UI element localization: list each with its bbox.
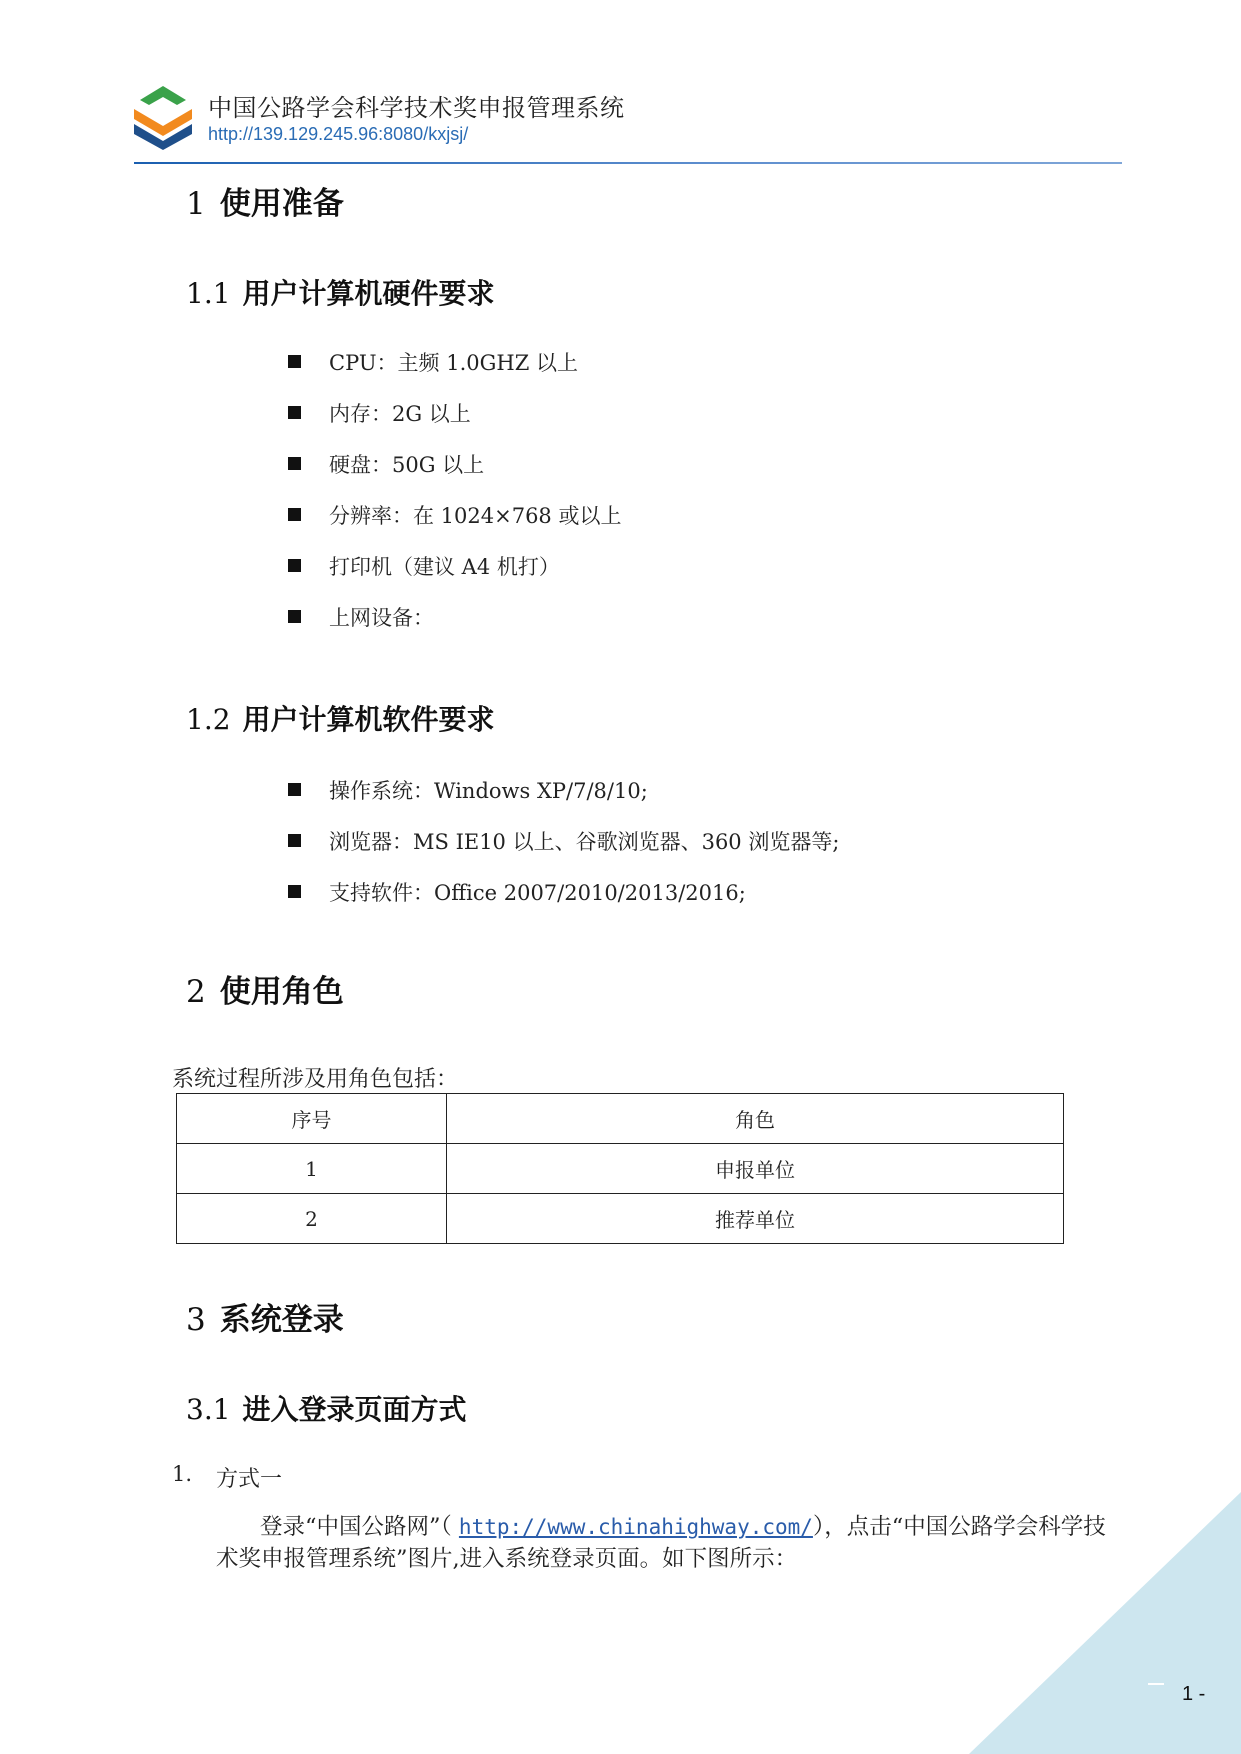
section-number: 3.1	[186, 1393, 231, 1426]
section-heading-1-2	[186, 698, 495, 738]
stacked-chevron-logo-icon	[134, 86, 192, 150]
square-bullet-icon	[288, 834, 301, 847]
section-title: 使用角色	[219, 974, 344, 1010]
section-heading-3-1	[186, 1388, 467, 1428]
section-heading-1	[186, 178, 344, 223]
section-heading-3	[186, 1294, 344, 1339]
list-item: 打印机（建议 A4 机打）	[288, 540, 621, 591]
system-url-link[interactable]: http://139.129.245.96:8080/kxjsj/	[208, 124, 469, 144]
square-bullet-icon	[288, 508, 301, 521]
section-number: 1.1	[186, 277, 231, 310]
section-title: 系统登录	[219, 1302, 344, 1338]
software-requirements-list	[288, 764, 839, 917]
section-number: 3	[186, 1302, 206, 1338]
column-header: 角色	[447, 1094, 1064, 1144]
table-cell: 1	[177, 1144, 447, 1194]
hardware-requirements-list	[288, 336, 621, 642]
square-bullet-icon	[288, 457, 301, 470]
table-cell: 推荐单位	[447, 1194, 1064, 1244]
table-row	[177, 1144, 1064, 1194]
system-title: 中国公路学会科学技术奖申报管理系统	[208, 94, 625, 122]
roles-table	[176, 1093, 1064, 1244]
list-item: 硬盘：50G 以上	[288, 438, 621, 489]
method-label: 方式一	[216, 1467, 283, 1492]
square-bullet-icon	[288, 610, 301, 623]
section-title: 用户计算机软件要求	[242, 703, 495, 736]
table-row	[177, 1194, 1064, 1244]
page-number: 1 -	[1182, 1683, 1206, 1705]
section-title: 使用准备	[219, 186, 344, 222]
login-instructions: 登录“中国公路网”（ http://www.chinahighway.com/），点击“中国公路学会科学技术奖申报管理系统”图片,进入系统登录页面。如下图所示：	[216, 1514, 1106, 1572]
list-item: CPU：主频 1.0GHZ 以上	[288, 336, 621, 387]
corner-decoration	[969, 1492, 1241, 1754]
section-number: 2	[186, 974, 206, 1010]
section-number: 1.2	[186, 703, 231, 736]
list-item: 上网设备：	[288, 591, 621, 642]
square-bullet-icon	[288, 783, 301, 796]
table-cell: 申报单位	[447, 1144, 1064, 1194]
square-bullet-icon	[288, 885, 301, 898]
column-header: 序号	[177, 1094, 447, 1144]
list-item: 操作系统：Windows XP/7/8/10;	[288, 764, 839, 815]
square-bullet-icon	[288, 559, 301, 572]
list-item: 支持软件：Office 2007/2010/2013/2016;	[288, 866, 839, 917]
square-bullet-icon	[288, 355, 301, 368]
section-title: 进入登录页面方式	[242, 1393, 467, 1426]
list-item: 浏览器：MS IE10 以上、谷歌浏览器、360 浏览器等;	[288, 815, 839, 866]
section-number: 1	[186, 186, 206, 222]
table-header-row	[177, 1094, 1064, 1144]
table-cell: 2	[177, 1194, 447, 1244]
header-divider	[134, 162, 1122, 164]
page-dash	[1148, 1683, 1164, 1685]
list-number: 1.	[172, 1462, 193, 1486]
roles-intro: 系统过程所涉及用角色包括：	[172, 1067, 459, 1092]
list-item: 内存：2G 以上	[288, 387, 621, 438]
square-bullet-icon	[288, 406, 301, 419]
list-item: 分辨率：在 1024×768 或以上	[288, 489, 621, 540]
section-heading-2	[186, 966, 344, 1011]
chinahighway-link[interactable]: http://www.chinahighway.com/	[458, 1515, 813, 1539]
section-heading-1-1	[186, 272, 495, 312]
section-title: 用户计算机硬件要求	[242, 277, 495, 310]
